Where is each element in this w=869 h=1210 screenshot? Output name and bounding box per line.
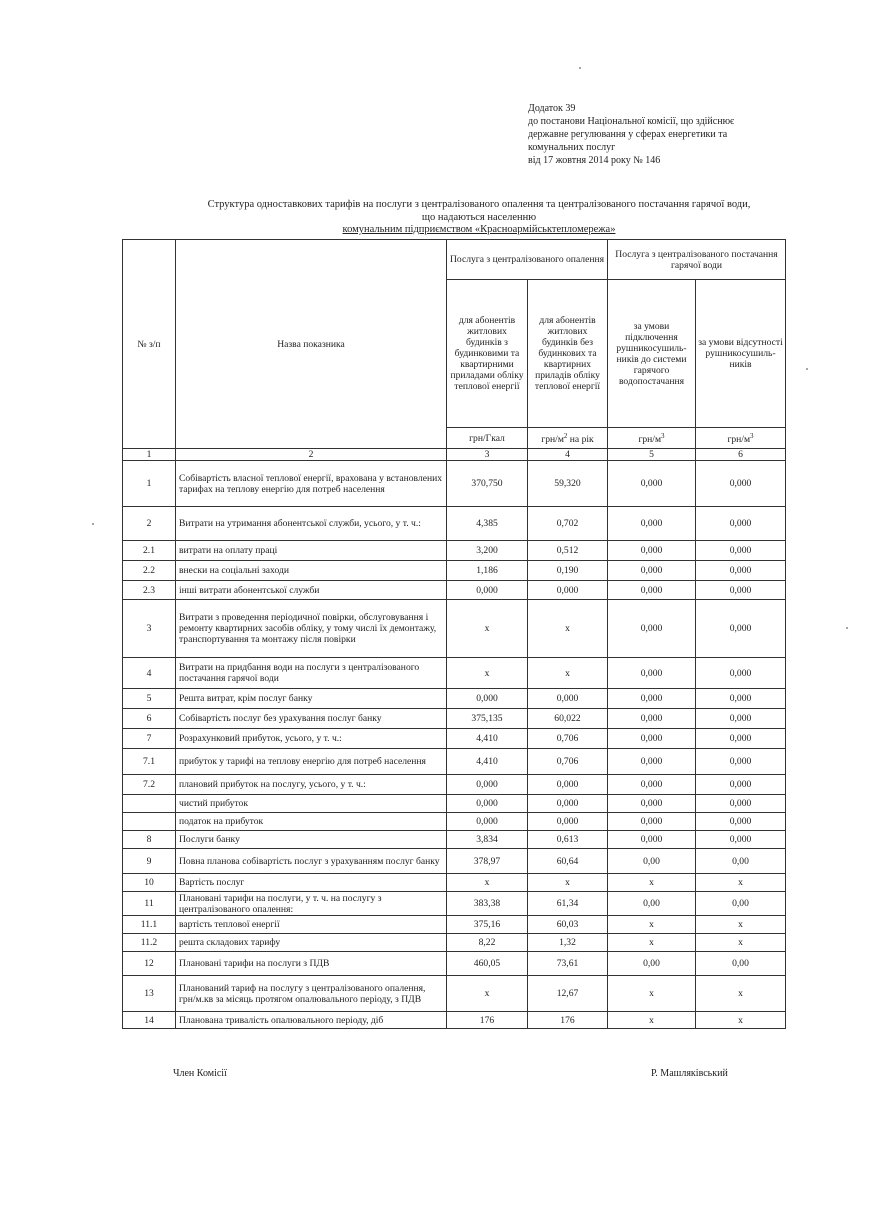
row-value-col5: 0,000 <box>608 689 696 709</box>
row-value-col3: 4,410 <box>447 729 528 749</box>
table-row <box>123 600 786 658</box>
row-num: 11.1 <box>123 916 176 934</box>
row-num: 9 <box>123 849 176 874</box>
row-value-col6: 0,000 <box>696 541 786 561</box>
row-num: 11 <box>123 892 176 916</box>
row-num: 2.2 <box>123 561 176 581</box>
row-value-col6: 0,000 <box>696 813 786 831</box>
scan-speck <box>92 523 94 525</box>
row-value-col3: 0,000 <box>447 581 528 600</box>
table-row <box>123 658 786 689</box>
header-col6: за умови відсутності рушникосушиль-ників <box>696 280 786 428</box>
row-num: 13 <box>123 976 176 1012</box>
row-value-col6: x <box>696 1012 786 1029</box>
signature-person: Р. Машляківський <box>651 1068 728 1079</box>
scan-speck <box>579 67 581 69</box>
row-value-col4: 0,512 <box>528 541 608 561</box>
row-value-col6: x <box>696 874 786 892</box>
row-value-col4: x <box>528 600 608 658</box>
row-value-col3: 4,410 <box>447 749 528 775</box>
row-value-col4: 1,32 <box>528 934 608 952</box>
row-value-col6: x <box>696 916 786 934</box>
row-value-col5: 0,000 <box>608 561 696 581</box>
row-value-col4: 0,190 <box>528 561 608 581</box>
row-value-col4: 60,64 <box>528 849 608 874</box>
row-value-col5: 0,000 <box>608 461 696 507</box>
header-num: № з/п <box>123 240 176 449</box>
row-value-col6: 0,00 <box>696 849 786 874</box>
row-value-col6: x <box>696 976 786 1012</box>
row-value-col5: 0,000 <box>608 600 696 658</box>
unit-col5-base: грн/м <box>638 434 662 446</box>
title-line-1: Структура одноставкових тарифів на послуги з централізованого опалення та централізованого постачання гарячої води, <box>207 199 751 210</box>
row-value-col3: 378,97 <box>447 849 528 874</box>
table-row <box>123 813 786 831</box>
unit-col4 <box>528 428 608 449</box>
row-value-col6: 0,000 <box>696 775 786 795</box>
row-value-col4: 0,000 <box>528 795 608 813</box>
row-value-col5: 0,000 <box>608 709 696 729</box>
row-value-col3: 176 <box>447 1012 528 1029</box>
row-num <box>123 813 176 831</box>
row-num: 2 <box>123 507 176 541</box>
annex-line: до постанови Національної комісії, що здійснює <box>528 116 735 127</box>
row-value-col5: 0,000 <box>608 813 696 831</box>
table-row <box>123 689 786 709</box>
annex-line: державне регулювання у сферах енергетики та <box>528 129 728 140</box>
row-value-col6: 0,000 <box>696 831 786 849</box>
unit-col4-tail: на рік <box>567 434 594 446</box>
row-num: 10 <box>123 874 176 892</box>
row-num: 7.1 <box>123 749 176 775</box>
row-value-col5: x <box>608 1012 696 1029</box>
row-name: Витрати на придбання води на послуги з централізованого постачання гарячої води <box>176 658 447 689</box>
row-name: плановий прибуток на послугу, усього, у т. ч.: <box>176 775 447 795</box>
row-name: Вартість послуг <box>176 874 447 892</box>
table-row <box>123 874 786 892</box>
row-num: 8 <box>123 831 176 849</box>
row-value-col5: 0,000 <box>608 729 696 749</box>
row-value-col3: 3,834 <box>447 831 528 849</box>
row-value-col4: 0,613 <box>528 831 608 849</box>
table-row <box>123 831 786 849</box>
row-value-col5: x <box>608 934 696 952</box>
table-row <box>123 461 786 507</box>
row-name: витрати на оплату праці <box>176 541 447 561</box>
annex-note <box>528 102 828 167</box>
row-name: Повна планова собівартість послуг з урахуванням послуг банку <box>176 849 447 874</box>
row-value-col5: 0,00 <box>608 892 696 916</box>
row-value-col4: 12,67 <box>528 976 608 1012</box>
table-row <box>123 507 786 541</box>
row-num: 14 <box>123 1012 176 1029</box>
unit-col6-base: грн/м <box>727 434 751 446</box>
row-value-col6: 0,000 <box>696 461 786 507</box>
row-value-col6: 0,000 <box>696 561 786 581</box>
row-value-col6: x <box>696 934 786 952</box>
row-value-col6: 0,000 <box>696 689 786 709</box>
row-value-col5: 0,000 <box>608 541 696 561</box>
row-value-col5: 0,00 <box>608 952 696 976</box>
row-value-col6: 0,000 <box>696 729 786 749</box>
row-value-col5: x <box>608 874 696 892</box>
row-value-col4: 0,706 <box>528 749 608 775</box>
row-num: 2.1 <box>123 541 176 561</box>
row-value-col5: 0,000 <box>608 507 696 541</box>
row-num: 4 <box>123 658 176 689</box>
row-num: 5 <box>123 689 176 709</box>
row-name: Решта витрат, крім послуг банку <box>176 689 447 709</box>
row-num: 12 <box>123 952 176 976</box>
row-name: чистий прибуток <box>176 795 447 813</box>
colnum-5: 5 <box>608 449 696 461</box>
row-num: 2.3 <box>123 581 176 600</box>
row-name: Плановані тарифи на послуги, у т. ч. на послугу з централізованого опалення: <box>176 892 447 916</box>
row-value-col4: 60,03 <box>528 916 608 934</box>
row-value-col6: 0,000 <box>696 749 786 775</box>
row-value-col3: 383,38 <box>447 892 528 916</box>
row-value-col5: 0,000 <box>608 749 696 775</box>
row-value-col6: 0,000 <box>696 581 786 600</box>
row-name: Розрахунковий прибуток, усього, у т. ч.: <box>176 729 447 749</box>
row-value-col4: 0,000 <box>528 689 608 709</box>
scan-speck <box>846 627 848 629</box>
table-row <box>123 749 786 775</box>
row-name: прибуток у тарифі на теплову енергію для потреб населення <box>176 749 447 775</box>
row-value-col5: x <box>608 976 696 1012</box>
annex-line: від 17 жовтня 2014 року № 146 <box>528 155 661 166</box>
row-value-col4: x <box>528 874 608 892</box>
colnum-1: 1 <box>123 449 176 461</box>
unit-col3: грн/Гкал <box>447 428 528 449</box>
table-row <box>123 795 786 813</box>
table-row <box>123 561 786 581</box>
row-value-col3: x <box>447 874 528 892</box>
table-row <box>123 934 786 952</box>
unit-col6 <box>696 428 786 449</box>
row-value-col3: 8,22 <box>447 934 528 952</box>
row-value-col5: 0,000 <box>608 795 696 813</box>
row-name: Послуги банку <box>176 831 447 849</box>
table-row <box>123 775 786 795</box>
row-value-col6: 0,00 <box>696 952 786 976</box>
header-col5: за умови підключення рушникосушиль-ників до системи гарячого водопостачання <box>608 280 696 428</box>
table-row <box>123 581 786 600</box>
row-value-col3: 4,385 <box>447 507 528 541</box>
row-value-col4: 0,000 <box>528 581 608 600</box>
unit-col5 <box>608 428 696 449</box>
row-name: внески на соціальні заходи <box>176 561 447 581</box>
row-value-col4: 0,000 <box>528 775 608 795</box>
table-row <box>123 892 786 916</box>
row-name: Собівартість власної теплової енергії, врахована у встановлених тарифах на теплову енергію для потреб населення <box>176 461 447 507</box>
row-num: 11.2 <box>123 934 176 952</box>
signature-role: Член Комісії <box>173 1068 227 1079</box>
row-value-col3: x <box>447 976 528 1012</box>
row-value-col5: 0,000 <box>608 775 696 795</box>
row-value-col6: 0,000 <box>696 507 786 541</box>
colnum-3: 3 <box>447 449 528 461</box>
row-value-col3: 370,750 <box>447 461 528 507</box>
table-row <box>123 849 786 874</box>
table-row <box>123 952 786 976</box>
row-name: Плановані тарифи на послуги з ПДВ <box>176 952 447 976</box>
header-col3: для абонентів житлових будинків з будинковими та квартирними приладами обліку теплової енергії <box>447 280 528 428</box>
title-line-2: що надаються населенню <box>421 211 537 223</box>
row-value-col4: x <box>528 658 608 689</box>
row-num: 3 <box>123 600 176 658</box>
row-name: інші витрати абонентської служби <box>176 581 447 600</box>
row-value-col3: x <box>447 600 528 658</box>
annex-line: Додаток 39 <box>528 103 576 114</box>
row-value-col4: 59,320 <box>528 461 608 507</box>
row-value-col3: 375,16 <box>447 916 528 934</box>
row-value-col4: 61,34 <box>528 892 608 916</box>
row-value-col5: 0,000 <box>608 581 696 600</box>
document-title <box>120 199 838 237</box>
row-value-col5: x <box>608 916 696 934</box>
header-col4: для абонентів житлових будинків без будинкових та квартирних приладів обліку теплової енергії <box>528 280 608 428</box>
row-value-col3: 0,000 <box>447 813 528 831</box>
row-value-col5: 0,000 <box>608 831 696 849</box>
row-name: решта складових тарифу <box>176 934 447 952</box>
row-value-col3: 3,200 <box>447 541 528 561</box>
row-name: вартість теплової енергії <box>176 916 447 934</box>
unit-col4-sup: 2 <box>563 431 568 440</box>
row-value-col3: 0,000 <box>447 689 528 709</box>
table-row <box>123 1012 786 1029</box>
row-num: 6 <box>123 709 176 729</box>
unit-col5-sup: 3 <box>661 431 665 440</box>
row-value-col5: 0,000 <box>608 658 696 689</box>
table-row <box>123 976 786 1012</box>
row-value-col3: 460,05 <box>447 952 528 976</box>
header-heating-group: Послуга з централізованого опалення <box>447 240 608 280</box>
row-num: 7.2 <box>123 775 176 795</box>
table-row <box>123 541 786 561</box>
row-value-col4: 0,706 <box>528 729 608 749</box>
row-value-col6: 0,000 <box>696 658 786 689</box>
colnum-4: 4 <box>528 449 608 461</box>
row-name: Планована тривалість опалювального періоду, діб <box>176 1012 447 1029</box>
row-value-col3: 375,135 <box>447 709 528 729</box>
row-value-col4: 60,022 <box>528 709 608 729</box>
row-value-col3: 0,000 <box>447 795 528 813</box>
unit-col6-sup: 3 <box>750 431 754 440</box>
row-value-col4: 73,61 <box>528 952 608 976</box>
row-num: 1 <box>123 461 176 507</box>
row-value-col6: 0,00 <box>696 892 786 916</box>
row-value-col3: 0,000 <box>447 775 528 795</box>
row-value-col4: 0,702 <box>528 507 608 541</box>
row-value-col4: 176 <box>528 1012 608 1029</box>
row-value-col6: 0,000 <box>696 709 786 729</box>
row-value-col4: 0,000 <box>528 813 608 831</box>
row-value-col6: 0,000 <box>696 795 786 813</box>
annex-line: комунальних послуг <box>528 142 616 153</box>
header-name: Назва показника <box>176 240 447 449</box>
title-line-3: комунальним підприємством «Красноармійськтепломережа» <box>342 224 616 235</box>
colnum-2: 2 <box>176 449 447 461</box>
row-name: Собівартість послуг без урахування послуг банку <box>176 709 447 729</box>
table-row <box>123 916 786 934</box>
row-value-col3: x <box>447 658 528 689</box>
unit-col4-base: грн/м <box>541 434 564 446</box>
row-name: Витрати на утримання абонентської служби, усього, у т. ч.: <box>176 507 447 541</box>
row-name: Планований тариф на послугу з централізованого опалення, грн/м.кв за місяць протягом опалювального періоду, з ПДВ <box>176 976 447 1012</box>
table-row <box>123 729 786 749</box>
tariff-structure-table <box>122 239 786 1029</box>
row-name: Витрати з проведення періодичної повірки, обслуговування і ремонту квартирних засобів обліку, у тому числі їх демонтажу, транспортування та монтажу після повірки <box>176 600 447 658</box>
colnum-6: 6 <box>696 449 786 461</box>
row-num <box>123 795 176 813</box>
row-value-col6: 0,000 <box>696 600 786 658</box>
row-value-col5: 0,00 <box>608 849 696 874</box>
row-name: податок на прибуток <box>176 813 447 831</box>
header-hotwater-group: Послуга з централізованого постачання гарячої води <box>608 240 786 280</box>
row-num: 7 <box>123 729 176 749</box>
row-value-col3: 1,186 <box>447 561 528 581</box>
table-row <box>123 709 786 729</box>
scan-speck <box>806 368 808 370</box>
